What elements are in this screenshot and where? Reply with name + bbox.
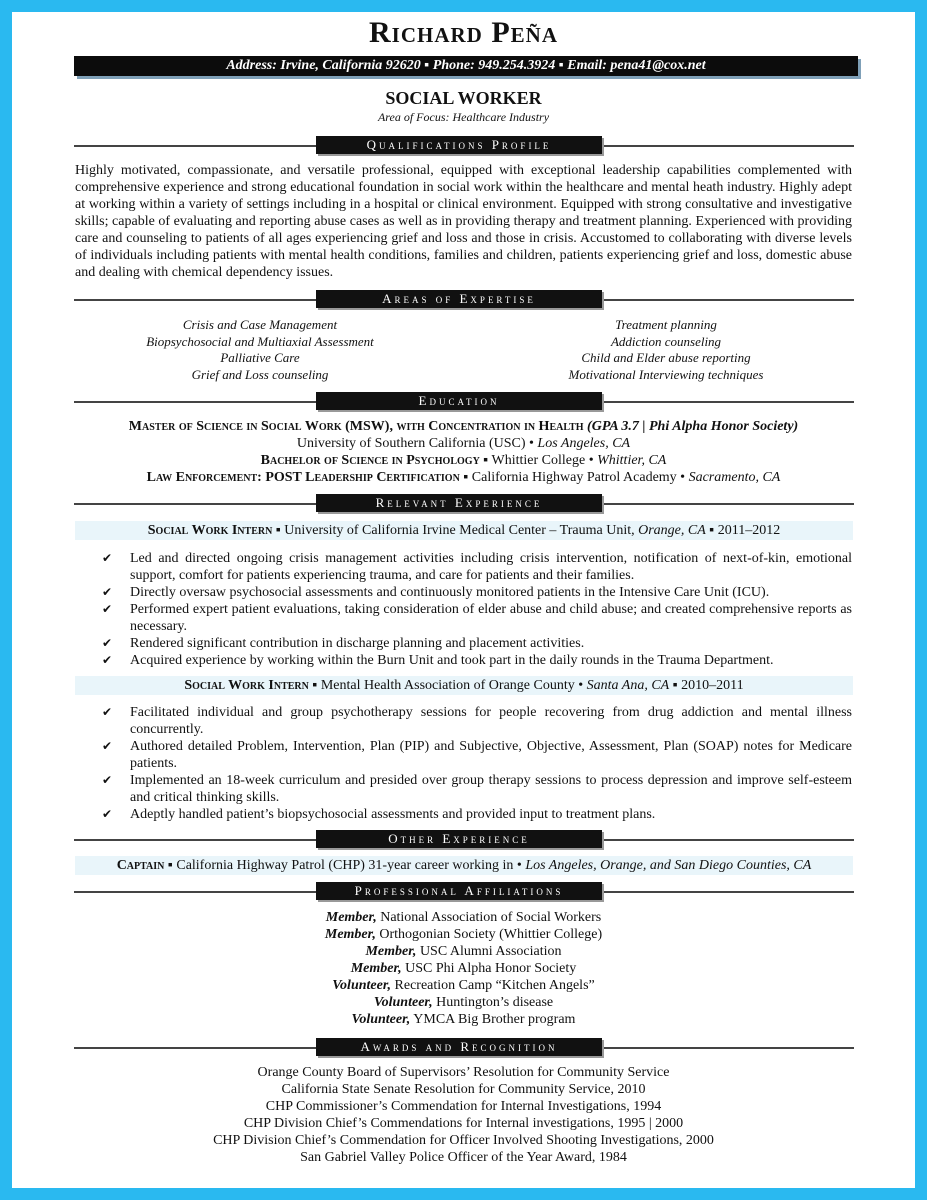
candidate-name: Richard Peña bbox=[369, 16, 558, 49]
education-line-2 bbox=[52, 435, 875, 452]
list-item: ✔ Adeptly handled patient’s biopsychosocial assessments and provided input to treatment plans. bbox=[102, 807, 656, 822]
job-org: ▪ California Highway Patrol (CHP) 31-year career working in • bbox=[167, 858, 522, 873]
check-icon: ✔ bbox=[102, 602, 113, 616]
section-qualifications bbox=[74, 136, 854, 154]
section-label: Qualifications Profile bbox=[316, 136, 602, 154]
list-item: ✔ Facilitated individual and group psychotherapy sessions for people recovering from drug addiction and mental illness concurrently. bbox=[102, 705, 852, 737]
job-location: Los Angeles, Orange, and San Diego Counties, CA bbox=[525, 858, 812, 873]
job-org: ▪ University of California Irvine Medical Center – Trauma Unit, bbox=[275, 523, 635, 538]
job-title: SOCIAL WORKER bbox=[385, 88, 542, 108]
section-affiliations bbox=[74, 882, 854, 900]
section-label: Awards and Recognition bbox=[316, 1038, 602, 1056]
expertise-col-right bbox=[481, 317, 851, 383]
affiliation-item: Volunteer, Huntington’s disease bbox=[373, 995, 554, 1010]
expertise-item: Child and Elder abuse reporting bbox=[581, 350, 751, 365]
school-whittier: ▪ Whittier College • bbox=[483, 453, 594, 468]
job-2-bullets bbox=[102, 704, 852, 823]
degree-bs: Bachelor of Science in Psychology bbox=[260, 453, 480, 468]
certification: Law Enforcement: POST Leadership Certification bbox=[146, 470, 460, 485]
job-role: Social Work Intern bbox=[147, 523, 273, 538]
award-item: CHP Division Chief’s Commendation for Officer Involved Shooting Investigations, 2000 bbox=[213, 1133, 714, 1148]
section-label: Other Experience bbox=[316, 830, 602, 848]
affiliation-item: Volunteer, Recreation Camp “Kitchen Angels” bbox=[332, 978, 595, 993]
list-item: ✔ Directly oversaw psychosocial assessments and continuously monitored patients in the Intensive Care Unit (ICU). bbox=[102, 585, 770, 600]
education-block bbox=[52, 418, 875, 486]
degree-msw-note: (GPA 3.7 | Phi Alpha Honor Society) bbox=[587, 419, 799, 434]
section-label: Professional Affiliations bbox=[316, 882, 602, 900]
list-item: ✔ Implemented an 18-week curriculum and presided over group therapy sessions to process depression and improve self-esteem and critical thinking skills. bbox=[102, 773, 852, 805]
education-line-3 bbox=[52, 452, 875, 469]
job-header-1 bbox=[75, 521, 853, 540]
list-item: ✔ Led and directed ongoing crisis management activities including crisis intervention, notification of next-of-kin, emotional support, comfort for patients experiencing trauma, and care for patients and their families. bbox=[102, 551, 852, 583]
expertise-item: Treatment planning bbox=[615, 317, 717, 332]
school-usc: University of Southern California (USC) • bbox=[296, 436, 534, 451]
list-item: ✔ Rendered significant contribution in discharge planning and placement activities. bbox=[102, 636, 585, 651]
check-icon: ✔ bbox=[102, 739, 113, 753]
list-item: ✔ Acquired experience by working within the Burn Unit and took part in the daily rounds in the Trauma Department. bbox=[102, 653, 774, 668]
check-icon: ✔ bbox=[102, 551, 113, 565]
job-location: Santa Ana, CA bbox=[586, 678, 670, 693]
section-label: Areas of Expertise bbox=[316, 290, 602, 308]
school-whittier-location: Whittier, CA bbox=[597, 453, 667, 468]
cert-school: ▪ California Highway Patrol Academy • bbox=[463, 470, 686, 485]
list-item: ✔ Authored detailed Problem, Intervention, Plan (PIP) and Subjective, Objective, Assessment, Plan (SOAP) notes for Medicare patients. bbox=[102, 739, 852, 771]
award-item: CHP Division Chief’s Commendations for Internal investigations, 1995 | 2000 bbox=[243, 1116, 684, 1131]
affiliation-item: Member, Orthogonian Society (Whittier College) bbox=[324, 927, 603, 942]
degree-msw: Master of Science in Social Work (MSW), with Concentration in Health bbox=[128, 419, 584, 434]
award-item: California State Senate Resolution for Community Service, 2010 bbox=[281, 1082, 646, 1097]
award-item: San Gabriel Valley Police Officer of the Year Award, 1984 bbox=[300, 1150, 627, 1165]
section-other-experience bbox=[74, 830, 854, 848]
job-dates: ▪ 2011–2012 bbox=[709, 523, 781, 538]
expertise-item: Motivational Interviewing techniques bbox=[568, 366, 764, 382]
section-expertise bbox=[74, 290, 854, 308]
school-usc-location: Los Angeles, CA bbox=[537, 436, 631, 451]
affiliations-list bbox=[52, 909, 875, 1028]
education-line-1 bbox=[52, 418, 875, 435]
cert-location: Sacramento, CA bbox=[688, 470, 781, 485]
area-of-focus: Area of Focus: Healthcare Industry bbox=[377, 110, 550, 124]
check-icon: ✔ bbox=[102, 653, 113, 667]
expertise-item: Grief and Loss counseling bbox=[191, 366, 329, 382]
check-icon: ✔ bbox=[102, 807, 113, 821]
job-role: Captain bbox=[116, 858, 165, 873]
affiliation-item: Member, USC Phi Alpha Honor Society bbox=[350, 961, 577, 976]
expertise-item: Addiction counseling bbox=[610, 333, 722, 349]
award-item: Orange County Board of Supervisors’ Resolution for Community Service bbox=[257, 1065, 670, 1080]
affiliation-item: Member, USC Alumni Association bbox=[365, 944, 562, 959]
awards-list bbox=[52, 1064, 875, 1166]
job-header-2 bbox=[75, 676, 853, 695]
contact-bar: Address: Irvine, California 92620 ▪ Phone: 949.254.3924 ▪ Email: pena41@cox.net bbox=[74, 56, 858, 76]
expertise-item: Biopsychosocial and Multiaxial Assessment bbox=[146, 333, 374, 349]
job-1-bullets bbox=[102, 550, 852, 669]
expertise-item: Crisis and Case Management bbox=[182, 317, 338, 332]
check-icon: ✔ bbox=[102, 705, 113, 719]
section-relevant-experience bbox=[74, 494, 854, 512]
section-awards bbox=[74, 1038, 854, 1056]
list-item: ✔ Performed expert patient evaluations, taking consideration of elder abuse and child abuse; and created comprehensive reports as necessary. bbox=[102, 602, 852, 634]
job-role: Social Work Intern bbox=[184, 678, 309, 693]
qualifications-text: Highly motivated, compassionate, and versatile professional, equipped with exceptional leadership capabilities complemented with comprehensive experience and strong educational foundation in social work within the healthcare and mental heath industry. Highly adept at working within a variety of settings including in a hospital or clinical environment. Equipped with strong consultative and investigative skills; capable of evaluating and reporting abuse cases as well as in providing therapy and treatment planning. Experienced with providing care and counseling to patients of all ages experiencing grief and loss and those in crisis. Accustomed to collaborating with diverse levels of individuals including patients with mental health conditions, families and children, patients experiencing grief and loss, domestic abuse and dealing with chemical dependency issues. bbox=[75, 163, 852, 280]
affiliation-item: Volunteer, YMCA Big Brother program bbox=[351, 1012, 576, 1027]
section-education bbox=[74, 392, 854, 410]
job-location: Orange, CA bbox=[638, 523, 706, 538]
education-line-4 bbox=[52, 469, 875, 486]
section-label: Relevant Experience bbox=[316, 494, 602, 512]
award-item: CHP Commissioner’s Commendation for Internal Investigations, 1994 bbox=[265, 1099, 662, 1114]
check-icon: ✔ bbox=[102, 585, 113, 599]
affiliation-item: Member, National Association of Social Workers bbox=[325, 910, 602, 925]
job-org: ▪ Mental Health Association of Orange County • bbox=[312, 678, 584, 693]
expertise-item: Palliative Care bbox=[220, 350, 300, 365]
expertise-col-left bbox=[75, 317, 445, 383]
job-dates: ▪ 2010–2011 bbox=[672, 678, 744, 693]
resume-page bbox=[12, 12, 915, 1188]
other-experience-line bbox=[75, 856, 853, 875]
check-icon: ✔ bbox=[102, 636, 113, 650]
section-label: Education bbox=[316, 392, 602, 410]
check-icon: ✔ bbox=[102, 773, 113, 787]
